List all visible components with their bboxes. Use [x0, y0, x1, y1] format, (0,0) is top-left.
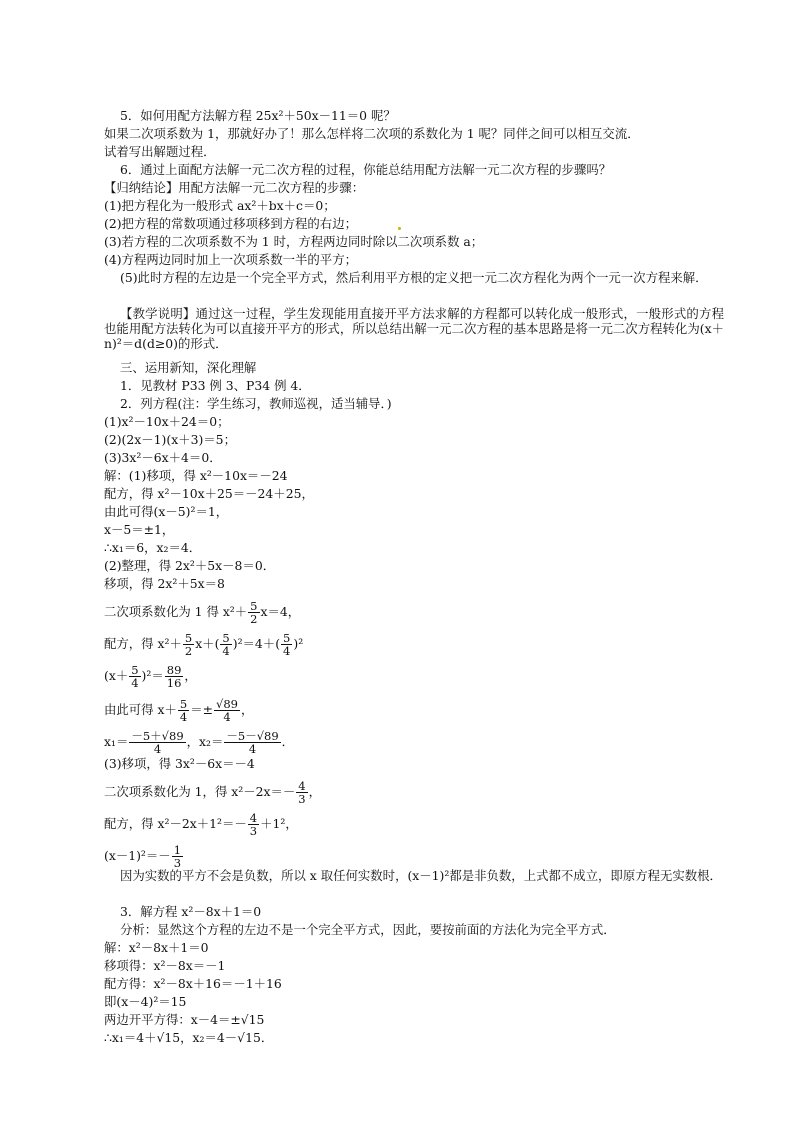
fraction-5-over-4 — [129, 664, 140, 689]
summary-title: 【归纳结论】用配方法解一元二次方程的步骤： — [104, 180, 365, 195]
solution1-line5: ∴x₁＝6，x₂＝4． — [104, 540, 202, 555]
fraction-numerator: 5 — [179, 697, 188, 711]
item3-line2: 移项得：x²－8x＝－1 — [104, 958, 226, 973]
summary-step-2: (2)把方程的常数项通过移项移到方程的右边； — [104, 216, 357, 231]
fraction-denominator: 16 — [166, 676, 182, 690]
fraction-numerator: 5 — [131, 663, 139, 677]
fraction-1-over-3 — [172, 844, 183, 869]
solution3-conclusion: 因为实数的平方不会是负数，所以 x 取任何实数时，(x－1)²都是非负数，上式都不成立，即原方程无实数根． — [120, 868, 722, 883]
solution1-line3: 由此可得(x－5)²＝1， — [104, 504, 229, 519]
solution2-line7-tail: ． — [281, 734, 295, 749]
q6-line1: 6．通过上面配方法解一元二次方程的过程，你能总结用配方法解一元二次方程的步骤吗？ — [120, 162, 612, 177]
solution2-line4-part: x＋( — [195, 636, 220, 651]
fraction-numerator: 5 — [283, 631, 291, 645]
item3-analysis: 分析：显然这个方程的左边不是一个完全平方式，因此，要按前面的方法化为完全平方式． — [120, 922, 616, 937]
solution3-line2 — [104, 780, 321, 805]
solution3-line3 — [104, 812, 298, 837]
section3-eq3: (3)3x²－6x＋4＝0． — [104, 450, 222, 465]
solution2-line5 — [104, 664, 197, 689]
solution2-line4-part: )²＝4＋( — [232, 636, 281, 651]
section3-item1: 1．见教材 P33 例 3、P34 例 4． — [120, 378, 311, 393]
fraction-numerator: 4 — [298, 779, 306, 793]
item3-title: 3．解方程 x²－8x＋1＝0 — [120, 904, 262, 919]
fraction-5-over-4 — [220, 632, 231, 657]
section3-item2: 2．列方程(注：学生练习，教师巡视，适当辅导．) — [120, 396, 392, 411]
fraction-numerator: 1 — [173, 843, 182, 857]
solution2-line4-text: 配方，得 x²＋ — [104, 636, 182, 651]
solution3-line4-text: (x－1)²＝－ — [104, 848, 171, 863]
fraction-89-over-16 — [165, 664, 184, 689]
solution1-line4: x－5＝±1， — [104, 522, 175, 537]
solution3-line1: (3)移项，得 3x²－6x＝－4 — [104, 756, 255, 771]
solution2-line7-text: x₁＝ — [104, 734, 129, 749]
fraction-x2-value — [224, 730, 280, 755]
fraction-numerator: 5 — [222, 631, 230, 645]
solution2-line3 — [104, 600, 300, 625]
solution2-line4-tail: )² — [293, 636, 304, 651]
fraction-4-over-3 — [248, 812, 259, 837]
fraction-numerator: －5－√89 — [226, 729, 279, 743]
solution2-line2: 移项，得 2x²＋5x＝8 — [104, 576, 225, 591]
item3-line6: ∴x₁＝4＋√15，x₂＝4－√15． — [104, 1030, 274, 1045]
solution3-line4 — [104, 844, 184, 869]
solution3-line3-text: 配方，得 x²－2x＋1²＝－ — [104, 816, 247, 831]
fraction-denominator: 4 — [131, 676, 139, 690]
fraction-denominator: 4 — [153, 742, 162, 756]
solution2-line6 — [104, 698, 253, 723]
summary-step-4: (4)方程两边同时加上一次项系数一半的平方； — [104, 252, 357, 267]
solution2-line6-text: 由此可得 x＋ — [104, 702, 177, 717]
solution2-line7 — [104, 730, 294, 755]
fraction-numerator: √89 — [216, 697, 238, 711]
fraction-5-over-2 — [248, 600, 259, 625]
section3-eq1: (1)x²－10x＋24＝0； — [104, 414, 230, 429]
fraction-denominator: 4 — [179, 710, 188, 724]
fraction-x1-value — [129, 730, 185, 755]
fraction-denominator: 3 — [173, 856, 182, 870]
summary-step-3: (3)若方程的二次项系数不为 1 时，方程两边同时除以二次项系数 a； — [104, 234, 484, 249]
fraction-denominator: 4 — [222, 644, 230, 658]
fraction-denominator: 2 — [250, 612, 258, 626]
item3-line4: 即(x－4)²＝15 — [104, 994, 187, 1009]
summary-step-5: (5)此时方程的左边是一个完全平方式，然后利用平方根的定义把一元二次方程化为两个一元一次方程来解． — [120, 270, 708, 285]
solution2-line7-part: ，x₂＝ — [186, 734, 224, 749]
fraction-4-over-3 — [296, 780, 307, 805]
q5-line1: 5．如何用配方法解方程 25x²＋50x－11＝0 呢？ — [120, 108, 396, 123]
section3-eq2: (2)(2x－1)(x＋3)＝5； — [104, 432, 236, 447]
item3-line3: 配方得：x²－8x＋16＝－1＋16 — [104, 976, 282, 991]
solution2-line6-tail: ， — [240, 702, 254, 717]
fraction-numerator: 4 — [249, 811, 258, 825]
solution3-line3-tail: ＋1²， — [260, 816, 298, 831]
teaching-note: 【教学说明】通过这一过程，学生发现能用直接开平方法求解的方程都可以转化成一般形式，一般形式的方程也能用配方法转化为可以直接开平方的形式，所以总结出解一元二次方程的基本思路是将一元二次方程转化为(x＋n)²＝d(d≥0)的形式． — [104, 306, 724, 351]
solution2-line4 — [104, 632, 303, 657]
fraction-numerator: －5＋√89 — [131, 729, 184, 743]
fraction-denominator: 4 — [283, 644, 291, 658]
fraction-denominator: 2 — [184, 644, 193, 658]
solution2-line5-tail: ， — [184, 668, 197, 683]
fraction-numerator: 5 — [184, 631, 193, 645]
solution2-line3-tail: x＝4， — [260, 604, 301, 619]
solution2-line3-text: 二次项系数化为 1 得 x²＋ — [104, 604, 248, 619]
solution3-line2-tail: ， — [308, 784, 321, 799]
fraction-sqrt89-over-4 — [214, 698, 240, 723]
fraction-numerator: 5 — [250, 599, 258, 613]
fraction-denominator: 4 — [223, 710, 231, 724]
yellow-mark-icon — [398, 227, 401, 230]
solution2-line6-part: ＝± — [190, 702, 213, 717]
fraction-5-over-2 — [183, 632, 194, 657]
solution1-line1: 解：(1)移项，得 x²－10x＝－24 — [104, 468, 288, 483]
q5-line3: 试着写出解题过程． — [104, 144, 216, 159]
q5-line2: 如果二次项系数为 1，那就好办了！那么怎样将二次项的系数化为 1 呢？同伴之间可以相互交流． — [104, 126, 640, 141]
fraction-denominator: 4 — [248, 742, 257, 756]
fraction-5-over-4 — [281, 632, 292, 657]
fraction-denominator: 3 — [249, 824, 258, 838]
solution1-line2: 配方，得 x²－10x＋25＝－24＋25， — [104, 486, 314, 501]
item3-line1: 解：x²－8x＋1＝0 — [104, 940, 209, 955]
solution2-line1: (2)整理，得 2x²＋5x－8＝0． — [104, 558, 276, 573]
section3-heading: 三、运用新知，深化理解 — [120, 360, 257, 375]
solution2-line5-text: (x＋ — [104, 668, 129, 683]
summary-step-1: (1)把方程化为一般形式 ax²＋bx＋c＝0； — [104, 198, 336, 213]
solution2-line5-part: )²＝ — [141, 668, 164, 683]
fraction-numerator: 89 — [166, 663, 182, 677]
item3-line5: 两边开平方得：x－4＝±√15 — [104, 1012, 265, 1027]
fraction-denominator: 3 — [298, 792, 306, 806]
fraction-5-over-4 — [178, 698, 189, 723]
solution3-line2-text: 二次项系数化为 1，得 x²－2x＝－ — [104, 784, 296, 799]
